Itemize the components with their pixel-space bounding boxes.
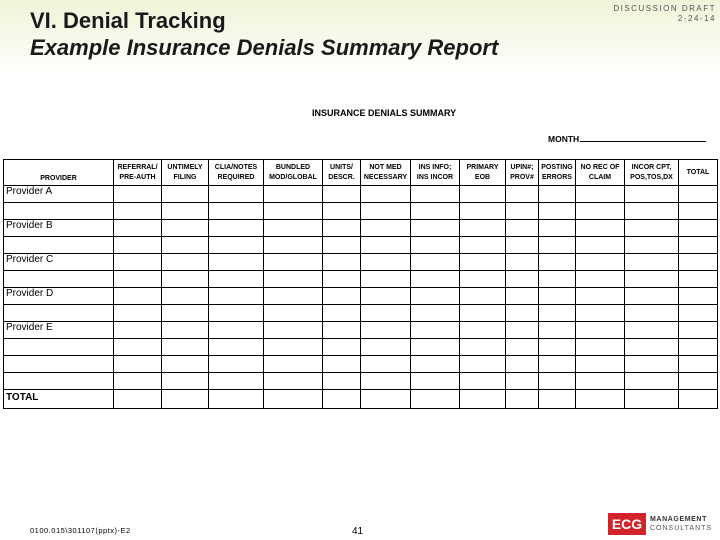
denials-table	[3, 159, 718, 409]
table-cell	[576, 186, 625, 203]
column-header: UNITS/ DESCR.	[323, 160, 361, 186]
table-cell	[162, 186, 209, 203]
logo-line2: CONSULTANTS	[650, 525, 713, 532]
table-cell	[460, 271, 506, 288]
table-cell	[114, 356, 162, 373]
table-cell	[411, 271, 460, 288]
table-cell	[539, 186, 576, 203]
table-cell	[460, 203, 506, 220]
table-cell	[323, 373, 361, 390]
table-cell	[209, 237, 264, 254]
table-cell	[264, 322, 323, 339]
table-cell	[539, 254, 576, 271]
table-cell	[323, 254, 361, 271]
table-cell	[361, 254, 411, 271]
table-cell	[361, 220, 411, 237]
table-cell	[162, 322, 209, 339]
table-cell	[625, 203, 679, 220]
table-cell	[411, 186, 460, 203]
table-row	[4, 186, 718, 203]
table-cell	[625, 339, 679, 356]
column-header: NOT MED NECESSARY	[361, 160, 411, 186]
table-cell	[114, 203, 162, 220]
table-cell	[323, 203, 361, 220]
table-cell	[625, 305, 679, 322]
table-cell	[361, 271, 411, 288]
table-row	[4, 288, 718, 305]
doc-code: 0100.015\301107(pptx)-E2	[30, 526, 131, 535]
table-cell	[679, 237, 718, 254]
draft-label: DISCUSSION DRAFT	[613, 4, 716, 13]
table-cell	[264, 305, 323, 322]
table-cell	[576, 271, 625, 288]
table-cell	[264, 254, 323, 271]
row-label	[4, 271, 114, 288]
table-cell	[264, 356, 323, 373]
table-cell	[506, 220, 539, 237]
table-cell	[506, 322, 539, 339]
table-cell	[460, 373, 506, 390]
table-cell	[114, 271, 162, 288]
column-header: REFERRAL/ PRE-AUTH	[114, 160, 162, 186]
table-cell	[460, 339, 506, 356]
table-cell	[506, 390, 539, 409]
row-label	[4, 237, 114, 254]
table-cell	[361, 237, 411, 254]
table-cell	[209, 186, 264, 203]
table-cell	[264, 373, 323, 390]
column-header: CLIA/NOTES REQUIRED	[209, 160, 264, 186]
table-cell	[679, 390, 718, 409]
table-cell	[679, 254, 718, 271]
table-cell	[576, 203, 625, 220]
table-cell	[209, 390, 264, 409]
row-label: Provider E	[4, 322, 114, 339]
table-cell	[506, 288, 539, 305]
table-cell	[576, 356, 625, 373]
table-row	[4, 220, 718, 237]
table-cell	[411, 373, 460, 390]
table-cell	[576, 305, 625, 322]
table-cell	[361, 288, 411, 305]
table-cell	[460, 390, 506, 409]
table-row	[4, 322, 718, 339]
table-cell	[625, 322, 679, 339]
table-cell	[539, 237, 576, 254]
table-cell	[323, 237, 361, 254]
row-label	[4, 305, 114, 322]
column-header: NO REC OF CLAIM	[576, 160, 625, 186]
table-cell	[460, 322, 506, 339]
table-cell	[460, 356, 506, 373]
table-cell	[411, 322, 460, 339]
table-cell	[539, 390, 576, 409]
table-cell	[506, 271, 539, 288]
table-cell	[411, 390, 460, 409]
table-cell	[264, 237, 323, 254]
table-cell	[264, 186, 323, 203]
table-cell	[506, 305, 539, 322]
table-cell	[361, 305, 411, 322]
table-cell	[361, 390, 411, 409]
month-field	[548, 133, 706, 144]
table-cell	[679, 220, 718, 237]
logo-line1: MANAGEMENT	[650, 516, 707, 523]
table-cell	[162, 373, 209, 390]
table-cell	[576, 339, 625, 356]
row-label: Provider B	[4, 220, 114, 237]
table-cell	[162, 254, 209, 271]
table-cell	[209, 203, 264, 220]
table-cell	[361, 203, 411, 220]
month-label: MONTH	[548, 134, 580, 144]
table-cell	[323, 390, 361, 409]
table-cell	[264, 220, 323, 237]
table-cell	[209, 220, 264, 237]
row-label: Provider C	[4, 254, 114, 271]
table-row	[4, 356, 718, 373]
table-cell	[264, 203, 323, 220]
table-cell	[539, 305, 576, 322]
draft-date: 2-24-14	[677, 14, 716, 23]
table-cell	[114, 237, 162, 254]
table-cell	[460, 254, 506, 271]
column-header: BUNDLED MOD/GLOBAL	[264, 160, 323, 186]
table-cell	[323, 271, 361, 288]
table-cell	[162, 288, 209, 305]
row-label: Provider A	[4, 186, 114, 203]
table-cell	[679, 288, 718, 305]
table-cell	[411, 203, 460, 220]
table-cell	[209, 305, 264, 322]
table-cell	[162, 271, 209, 288]
month-blank-line	[580, 133, 706, 142]
table-cell	[162, 237, 209, 254]
table-cell	[361, 186, 411, 203]
table-row	[4, 305, 718, 322]
table-cell	[323, 322, 361, 339]
table-cell	[576, 254, 625, 271]
table-cell	[323, 220, 361, 237]
table-cell	[625, 373, 679, 390]
table-cell	[264, 288, 323, 305]
table-cell	[625, 390, 679, 409]
table-cell	[209, 271, 264, 288]
column-header: UPIN#; PROV#	[506, 160, 539, 186]
table-cell	[539, 339, 576, 356]
table-cell	[625, 271, 679, 288]
table-cell	[679, 373, 718, 390]
table-cell	[506, 254, 539, 271]
table-cell	[460, 305, 506, 322]
table-row	[4, 271, 718, 288]
table-cell	[209, 356, 264, 373]
table-cell	[114, 390, 162, 409]
slide-subtitle: Example Insurance Denials Summary Report	[30, 35, 499, 60]
table-cell	[539, 203, 576, 220]
table-cell	[162, 339, 209, 356]
table-cell	[576, 373, 625, 390]
table-cell	[460, 288, 506, 305]
table-cell	[361, 339, 411, 356]
report-title: INSURANCE DENIALS SUMMARY	[312, 108, 457, 118]
table-cell	[506, 373, 539, 390]
table-cell	[323, 288, 361, 305]
table-body	[4, 186, 718, 409]
table-cell	[576, 237, 625, 254]
column-header-provider: PROVIDER	[4, 160, 114, 186]
row-label	[4, 339, 114, 356]
table-row	[4, 390, 718, 409]
table-cell	[162, 305, 209, 322]
table-cell	[411, 339, 460, 356]
table-cell	[323, 305, 361, 322]
table-cell	[679, 305, 718, 322]
table-cell	[114, 373, 162, 390]
table-cell	[506, 339, 539, 356]
table-cell	[411, 305, 460, 322]
table-cell	[679, 339, 718, 356]
column-header: INCOR CPT, POS,TOS,DX	[625, 160, 679, 186]
table-cell	[323, 339, 361, 356]
table-cell	[323, 186, 361, 203]
table-cell	[679, 322, 718, 339]
company-logo	[608, 513, 718, 539]
table-cell	[114, 186, 162, 203]
table-cell	[411, 237, 460, 254]
table-header-row	[4, 160, 718, 186]
row-label	[4, 356, 114, 373]
table-cell	[576, 322, 625, 339]
table-cell	[539, 356, 576, 373]
table-cell	[679, 186, 718, 203]
table-cell	[162, 203, 209, 220]
table-cell	[539, 271, 576, 288]
logo-mark: ECG	[608, 513, 646, 535]
draft-stamp	[613, 4, 716, 24]
table-cell	[539, 322, 576, 339]
table-cell	[264, 339, 323, 356]
table-cell	[460, 220, 506, 237]
table-cell	[162, 220, 209, 237]
table-row	[4, 203, 718, 220]
table-cell	[323, 356, 361, 373]
table-cell	[114, 305, 162, 322]
table-cell	[209, 254, 264, 271]
column-header: PRIMARY EOB	[460, 160, 506, 186]
table-row	[4, 254, 718, 271]
column-header: UNTIMELY FILING	[162, 160, 209, 186]
table-cell	[679, 356, 718, 373]
slide-title: VI. Denial Tracking	[30, 8, 226, 33]
table-cell	[625, 186, 679, 203]
table-cell	[460, 237, 506, 254]
table-cell	[411, 254, 460, 271]
table-cell	[539, 220, 576, 237]
row-label: TOTAL	[4, 390, 114, 409]
column-header: POSTING ERRORS	[539, 160, 576, 186]
table-cell	[162, 390, 209, 409]
table-cell	[625, 356, 679, 373]
table-cell	[264, 390, 323, 409]
row-label	[4, 203, 114, 220]
table-cell	[114, 220, 162, 237]
table-row	[4, 339, 718, 356]
table-cell	[539, 288, 576, 305]
table-cell	[264, 271, 323, 288]
table-cell	[625, 220, 679, 237]
table-cell	[411, 220, 460, 237]
table-row	[4, 237, 718, 254]
table-cell	[576, 390, 625, 409]
table-cell	[114, 254, 162, 271]
column-header: INS INFO; INS INCOR	[411, 160, 460, 186]
table-cell	[679, 203, 718, 220]
table-cell	[506, 356, 539, 373]
table-cell	[625, 237, 679, 254]
table-cell	[506, 203, 539, 220]
table-cell	[209, 339, 264, 356]
column-header: TOTAL	[679, 160, 718, 186]
table-cell	[361, 322, 411, 339]
table-cell	[506, 186, 539, 203]
table-cell	[506, 237, 539, 254]
table-cell	[209, 373, 264, 390]
table-cell	[361, 356, 411, 373]
table-cell	[209, 288, 264, 305]
table-cell	[539, 373, 576, 390]
page-number: 41	[352, 526, 364, 537]
table-cell	[576, 288, 625, 305]
row-label	[4, 373, 114, 390]
table-cell	[361, 373, 411, 390]
table-cell	[209, 322, 264, 339]
table-cell	[114, 288, 162, 305]
table-cell	[411, 356, 460, 373]
table-cell	[625, 288, 679, 305]
row-label: Provider D	[4, 288, 114, 305]
table-cell	[411, 288, 460, 305]
table-cell	[576, 220, 625, 237]
table-cell	[114, 322, 162, 339]
table-row	[4, 373, 718, 390]
table-cell	[460, 186, 506, 203]
table-cell	[162, 356, 209, 373]
table-cell	[625, 254, 679, 271]
table-cell	[679, 271, 718, 288]
table-cell	[114, 339, 162, 356]
